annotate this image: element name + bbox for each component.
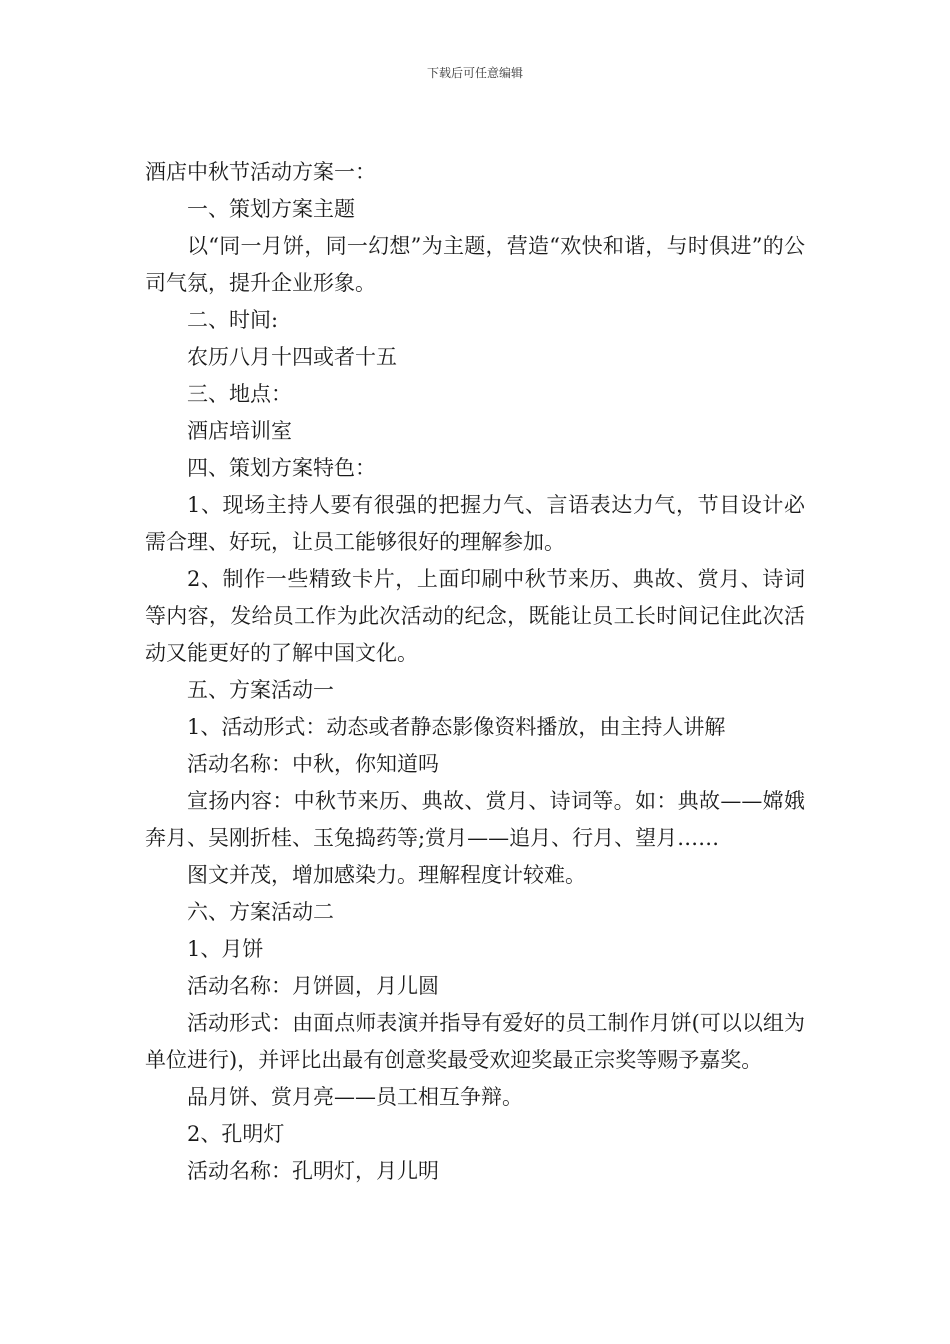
section-heading-activity-2: 六、方案活动二	[187, 900, 334, 924]
paragraph-theme: 以“同一月饼，同一幻想”为主题，营造“欢快和谐，与时俱进”的公司气氛，提升企业形象。	[145, 234, 805, 295]
section-heading-time: 二、时间:	[187, 308, 279, 332]
paragraph-activity-1-note: 图文并茂，增加感染力。理解程度计较难。	[187, 863, 586, 887]
section-heading-location: 三、地点：	[187, 382, 292, 406]
paragraph-lantern-heading: 2、孔明灯	[187, 1122, 285, 1146]
paragraph-mooncake-name: 活动名称：月饼圆，月儿圆	[187, 974, 439, 998]
doc-title: 酒店中秋节活动方案一：	[145, 160, 376, 184]
paragraph-location: 酒店培训室	[187, 419, 292, 443]
paragraph-mooncake-form: 活动形式：由面点师表演并指导有爱好的员工制作月饼(可以以组为单位进行)，并评比出最有创意奖最受欢迎奖最正宗奖等赐予嘉奖。	[145, 1011, 805, 1072]
paragraph-feature-1: 1、现场主持人要有很强的把握力气、言语表达力气，节目设计必需合理、好玩，让员工能够很好的理解参加。	[145, 493, 805, 554]
section-heading-activity-1: 五、方案活动一	[187, 678, 334, 702]
paragraph-time: 农历八月十四或者十五	[187, 345, 397, 369]
paragraph-feature-2: 2、制作一些精致卡片，上面印刷中秋节来历、典故、赏月、诗词等内容，发给员工作为此次活动的纪念，既能让员工长时间记住此次活动又能更好的了解中国文化。	[145, 567, 805, 665]
paragraph-mooncake-heading: 1、月饼	[187, 937, 264, 961]
page-header: 下载后可任意编辑	[426, 66, 523, 80]
paragraph-activity-1-name: 活动名称：中秋，你知道吗	[187, 752, 439, 776]
document-body	[145, 154, 805, 1190]
section-heading-features: 四、策划方案特色：	[187, 456, 376, 480]
section-heading-theme: 一、策划方案主题	[187, 197, 355, 221]
paragraph-mooncake-tasting: 品月饼、赏月亮——员工相互争辩。	[187, 1085, 523, 1109]
paragraph-lantern-name: 活动名称：孔明灯，月儿明	[187, 1159, 439, 1183]
paragraph-activity-1-content: 宣扬内容：中秋节来历、典故、赏月、诗词等。如：典故——嫦娥奔月、吴刚折桂、玉兔捣药等;赏月——追月、行月、望月……	[145, 789, 805, 850]
paragraph-activity-1-form: 1、活动形式：动态或者静态影像资料播放，由主持人讲解	[187, 715, 726, 739]
